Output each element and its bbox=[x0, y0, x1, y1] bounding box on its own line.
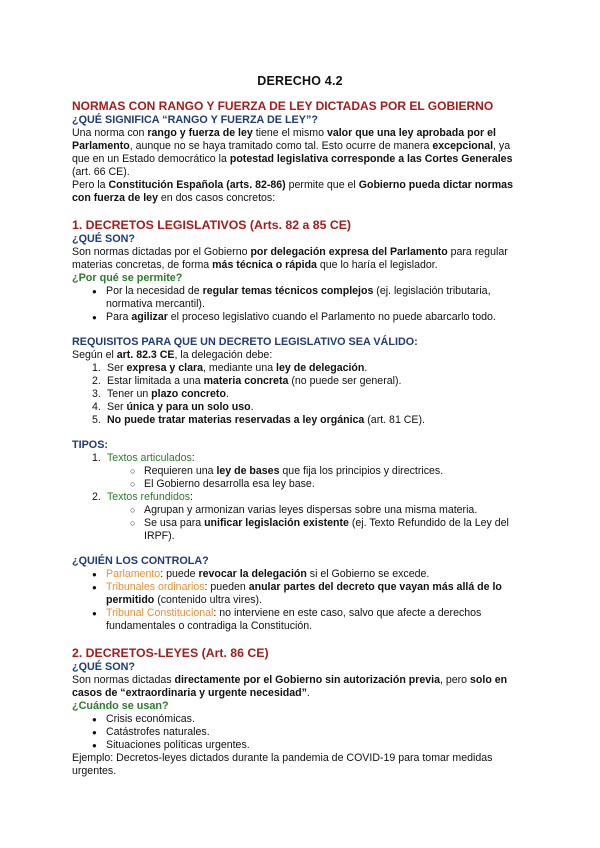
list-item: ● Por la necesidad de regular temas técnicos complejos (ej. legislación tributaria, normativa mercantil). bbox=[92, 285, 528, 311]
document-title: DERECHO 4.2 bbox=[257, 74, 343, 88]
list-por-que bbox=[72, 285, 528, 324]
list-item: ● Catástrofes naturales. bbox=[92, 726, 528, 739]
section-heading-decretos-leyes: 2. DECRETOS-LEYES (Art. 86 CE) bbox=[72, 646, 269, 660]
list-item: ● Parlamento: puede revocar la delegación si el Gobierno se excede. bbox=[92, 568, 528, 581]
list-item: 3. Tener un plazo concreto. bbox=[92, 388, 229, 400]
list-item: 1. Ser expresa y clara, mediante una ley de delegación. bbox=[92, 362, 368, 374]
list-item: 5. No puede tratar materias reservadas a ley orgánica (art. 81 CE). bbox=[92, 414, 425, 426]
list-item: ● Tribunal Constitucional: no interviene en este caso, salvo que afecte a derechos fundamentales o contradiga la Constitución. bbox=[92, 607, 528, 633]
list-item: ○ El Gobierno desarrolla esa ley base. bbox=[130, 478, 528, 491]
list-requisitos bbox=[72, 362, 528, 427]
question-cuando: ¿Cuándo se usan? bbox=[72, 700, 169, 712]
section-heading-decretos-legislativos: 1. DECRETOS LEGISLATIVOS (Arts. 82 a 85 CE) bbox=[72, 218, 352, 232]
list-item: 2. Textos refundidos: bbox=[92, 491, 193, 503]
document-body bbox=[72, 99, 528, 778]
heading-tipos: TIPOS: bbox=[72, 439, 108, 451]
list-tipos bbox=[72, 452, 528, 465]
list-item: 2. Estar limitada a una materia concreta (no puede ser general). bbox=[92, 375, 402, 387]
paragraph-decretos-legislativos: Son normas dictadas por el Gobierno por delegación expresa del Parlamento para regular materias concretas, de forma más técnica o rápida que lo haría el legislador. bbox=[72, 246, 508, 271]
paragraph-ejemplo: Ejemplo: Decretos-leyes dictados durante la pandemia de COVID-19 para tomar medidas urgentes. bbox=[72, 752, 493, 777]
paragraph-rango: Una norma con rango y fuerza de ley tiene el mismo valor que una ley aprobada por el Parlamento, aunque no se haya tramitado como tal. Esto ocurre de manera excepcional, ya que en un Estado democrático la potestad legislativa corresponde a las Cortes Generales (art. 66 CE). bbox=[72, 127, 513, 178]
list-item: ○ Se usa para unificar legislación existente (ej. Texto Refundido de la Ley del IRPF). bbox=[130, 517, 528, 543]
paragraph-requisitos-intro: Según el art. 82.3 CE, la delegación debe: bbox=[72, 349, 273, 361]
list-item: ● Para agilizar el proceso legislativo cuando el Parlamento no puede abarcarlo todo. bbox=[92, 311, 528, 324]
list-item: ○ Agrupan y armonizan varias leyes dispersas sobre una misma materia. bbox=[130, 504, 528, 517]
heading-quien-controla: ¿QUIÉN LOS CONTROLA? bbox=[72, 555, 209, 567]
list-item: 4. Ser única y para un solo uso. bbox=[92, 401, 254, 413]
list-item: ● Tribunales ordinarios: pueden anular partes del decreto que vayan más allá de lo permitido (contenido ultra vires). bbox=[92, 581, 528, 607]
sublist-articulados bbox=[72, 465, 528, 491]
question-por-que: ¿Por qué se permite? bbox=[72, 272, 183, 284]
question-que-son-1: ¿QUÉ SON? bbox=[72, 233, 135, 245]
sublist-refundidos bbox=[72, 504, 528, 543]
list-cuando bbox=[72, 713, 528, 752]
question-significa: ¿QUÉ SIGNIFICA “RANGO Y FUERZA DE LEY”? bbox=[72, 114, 318, 126]
section-heading-normas: NORMAS CON RANGO Y FUERZA DE LEY DICTADAS POR EL GOBIERNO bbox=[72, 99, 494, 113]
heading-requisitos: REQUISITOS PARA QUE UN DECRETO LEGISLATIVO SEA VÁLIDO: bbox=[72, 336, 418, 348]
list-item: ● Situaciones políticas urgentes. bbox=[92, 739, 528, 752]
list-tipos-2 bbox=[72, 491, 528, 504]
paragraph-constitucion: Pero la Constitución Española (arts. 82-86) permite que el Gobierno pueda dictar normas con fuerza de ley en dos casos concretos: bbox=[72, 179, 513, 204]
paragraph-decretos-leyes: Son normas dictadas directamente por el Gobierno sin autorización previa, pero solo en casos de “extraordinaria y urgente necesidad”. bbox=[72, 674, 508, 699]
list-control bbox=[72, 568, 528, 633]
list-item: 1. Textos articulados: bbox=[92, 452, 195, 464]
question-que-son-2: ¿QUÉ SON? bbox=[72, 661, 135, 673]
list-item: ● Crisis económicas. bbox=[92, 713, 528, 726]
list-item: ○ Requieren una ley de bases que fija los principios y directrices. bbox=[130, 465, 528, 478]
